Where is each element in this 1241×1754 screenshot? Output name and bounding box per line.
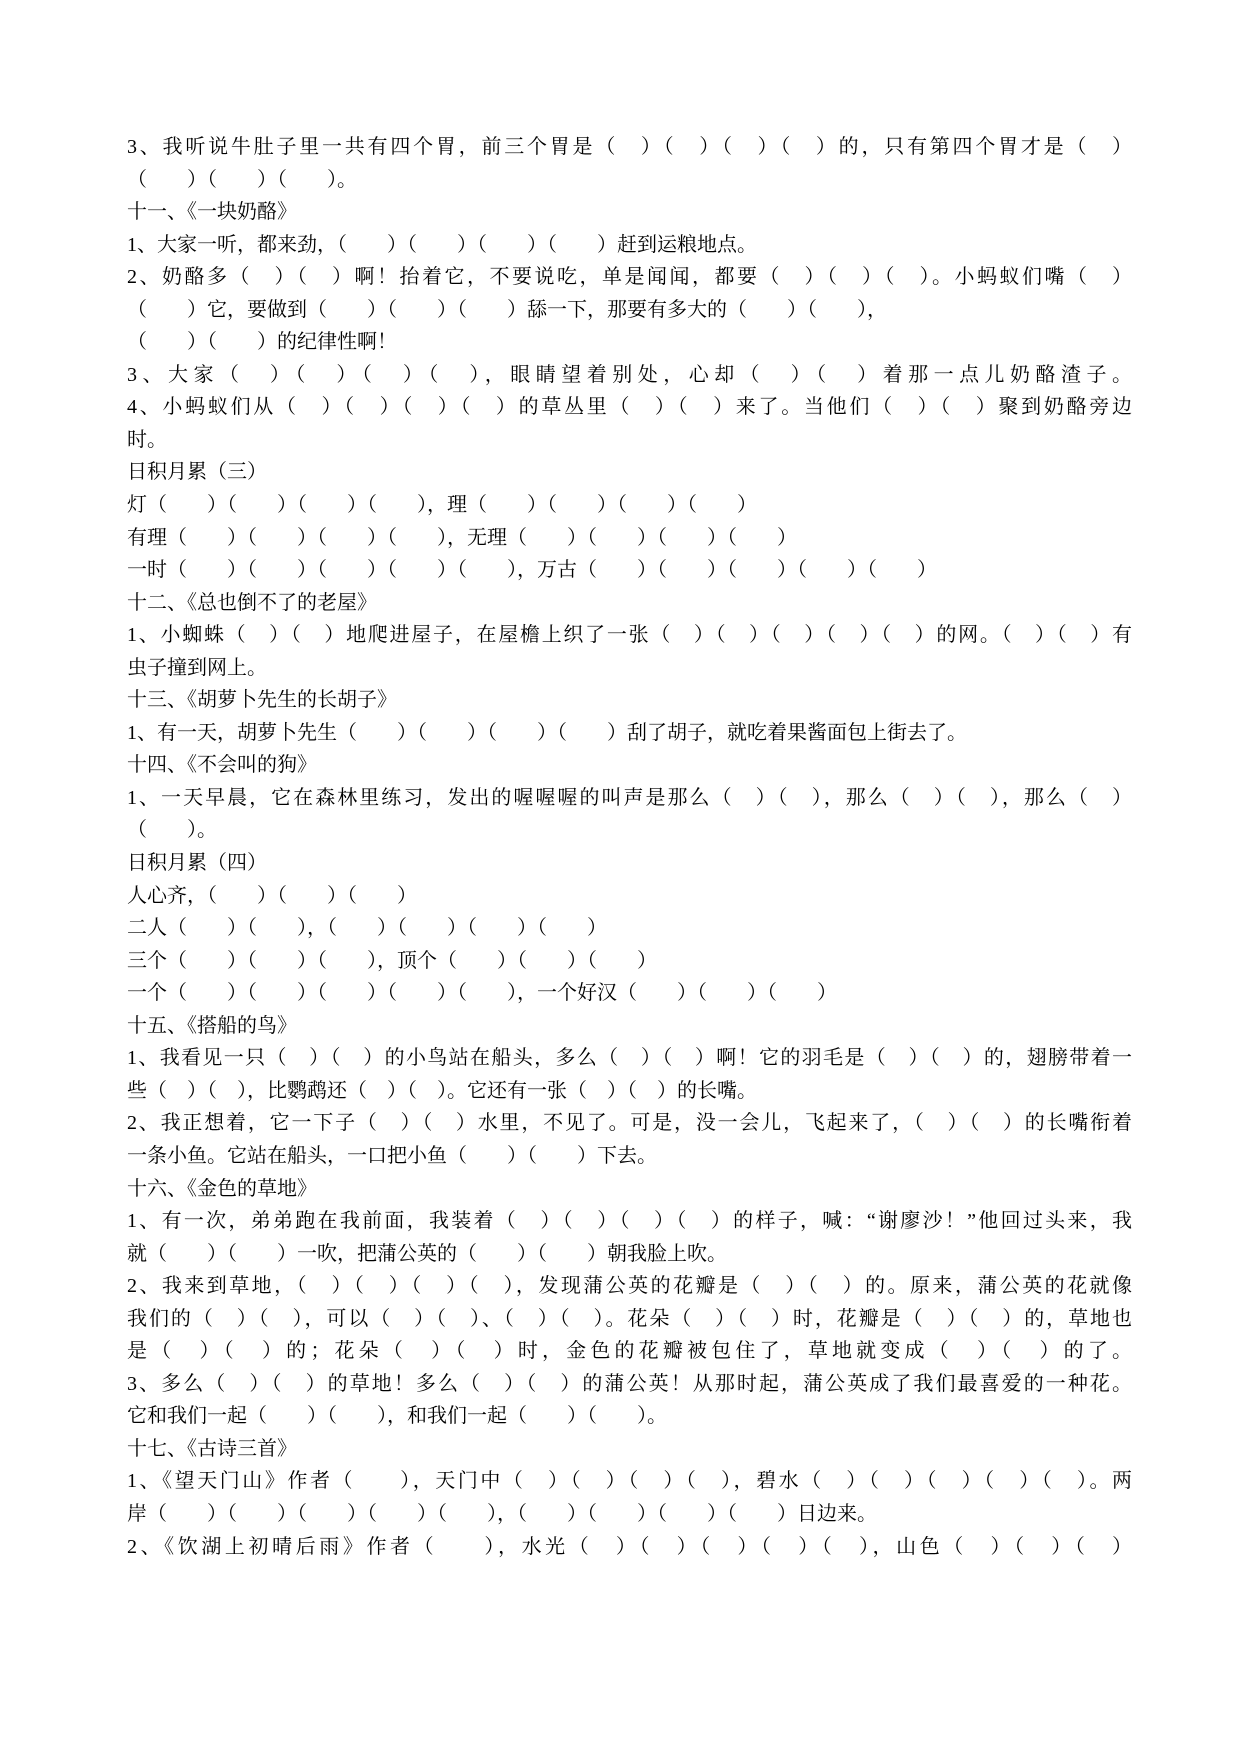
body-line: 灯（ ）（ ）（ ）（ ），理（ ）（ ）（ ）（ ） <box>127 494 757 517</box>
body-line: 1、有一次，弟弟跑在我前面，我装着（ ）（ ）（ ）（ ）的样子，喊：“谢廖沙！”他回过头来，我 <box>127 1210 1132 1233</box>
body-line: 1、一天早晨，它在森林里练习，发出的喔喔喔的叫声是那么（ ）（ ），那么（ ）（ ），那么（ ） <box>127 786 1132 809</box>
section-heading: 十六、《金色的草地》 <box>127 1177 317 1200</box>
body-line: 1、我看见一只（ ）（ ）的小鸟站在船头，多么（ ）（ ）啊！它的羽毛是（ ）（ ）的，翅膀带着一 <box>127 1047 1132 1070</box>
body-line: （ ）它，要做到（ ）（ ）（ ）舔一下，那要有多大的（ ）（ ）， <box>127 298 887 321</box>
body-line: 4、小蚂蚁们从（ ）（ ）（ ）（ ）的草丛里（ ）（ ）来了。当他们（ ）（ ）聚到奶酪旁边 <box>127 396 1132 419</box>
section-heading: 十七、《古诗三首》 <box>127 1437 297 1460</box>
body-line: 3、我听说牛肚子里一共有四个胃，前三个胃是（ ）（ ）（ ）（ ）的，只有第四个胃才是（ ） <box>127 136 1132 158</box>
body-line: 虫子撞到网上。 <box>127 656 267 679</box>
body-line: 3、多么（ ）（ ）的草地！多么（ ）（ ）的蒲公英！从那时起，蒲公英成了我们最喜爱的一种花。 <box>127 1372 1132 1395</box>
body-line: 有理（ ）（ ）（ ）（ ），无理（ ）（ ）（ ）（ ） <box>127 526 797 549</box>
body-line: 是（ ）（ ）的；花朵（ ）（ ）时，金色的花瓣被包住了，草地就变成（ ）（ ）的了。 <box>127 1340 1132 1363</box>
document-body <box>127 131 1132 1563</box>
body-line: 它和我们一起（ ）（ ），和我们一起（ ）（ ）。 <box>127 1405 667 1428</box>
body-line: （ ）（ ）（ ）。 <box>127 168 357 191</box>
section-heading: 日积月累（三） <box>127 461 267 484</box>
body-line: 1、大家一听，都来劲，（ ）（ ）（ ）（ ）赶到运粮地点。 <box>127 233 757 256</box>
section-heading: 十三、《胡萝卜先生的长胡子》 <box>127 689 397 712</box>
body-line: 人心齐，（ ）（ ）（ ） <box>127 884 417 907</box>
section-heading: 十四、《不会叫的狗》 <box>127 754 317 777</box>
body-line: 时。 <box>127 428 167 451</box>
body-line: 2、奶酪多（ ）（ ）啊！抬着它，不要说吃，单是闻闻，都要（ ）（ ）（ ）。小蚂蚁们嘴（ ） <box>127 266 1132 289</box>
section-heading: 十一、《一块奶酪》 <box>127 201 297 224</box>
body-line: 我们的（ ）（ ），可以（ ）（ ）、（ ）（ ）。花朵（ ）（ ）时，花瓣是（ ）（ ）的，草地也 <box>127 1307 1132 1330</box>
body-line: （ ）（ ）的纪律性啊！ <box>127 331 397 354</box>
body-line: 2、我正想着，它一下子（ ）（ ）水里，不见了。可是，没一会儿，飞起来了，（ ）（ ）的长嘴衔着 <box>127 1112 1132 1135</box>
body-line: 二人（ ）（ ），（ ）（ ）（ ）（ ） <box>127 917 607 940</box>
body-line: 一时（ ）（ ）（ ）（ ）（ ），万古（ ）（ ）（ ）（ ）（ ） <box>127 559 937 582</box>
body-line: 1、有一天，胡萝卜先生（ ）（ ）（ ）（ ）刮了胡子，就吃着果酱面包上街去了。 <box>127 721 967 744</box>
body-line: 1、小蜘蛛（ ）（ ）地爬进屋子，在屋檐上织了一张（ ）（ ）（ ）（ ）（ ）的网。（ ）（ ）有 <box>127 624 1132 647</box>
body-line: （ ）。 <box>127 819 217 842</box>
section-heading: 十五、《搭船的鸟》 <box>127 1014 297 1037</box>
body-line: 1、《望天门山》作者（ ），天门中（ ）（ ）（ ）（ ），碧水（ ）（ ）（ ）（ ）（ ）。两 <box>127 1470 1132 1493</box>
body-line: 岸（ ）（ ）（ ）（ ）（ ），（ ）（ ）（ ）（ ）日边来。 <box>127 1502 877 1525</box>
body-line: 些（ ）（ ），比鹦鹉还（ ）（ ）。它还有一张（ ）（ ）的长嘴。 <box>127 1079 757 1102</box>
body-line: 2、我来到草地，（ ）（ ）（ ）（ ），发现蒲公英的花瓣是（ ）（ ）的。原来，蒲公英的花就像 <box>127 1275 1132 1298</box>
section-heading: 日积月累（四） <box>127 852 267 875</box>
section-heading: 十二、《总也倒不了的老屋》 <box>127 591 377 614</box>
body-line: 3、大家（ ）（ ）（ ）（ ），眼睛望着别处，心却（ ）（ ）着那一点儿奶酪渣子。 <box>127 363 1132 386</box>
body-line: 一条小鱼。它站在船头，一口把小鱼（ ）（ ）下去。 <box>127 1144 657 1167</box>
body-line: 就（ ）（ ）一吹，把蒲公英的（ ）（ ）朝我脸上吹。 <box>127 1242 727 1265</box>
body-line: 一个（ ）（ ）（ ）（ ）（ ），一个好汉（ ）（ ）（ ） <box>127 982 837 1005</box>
body-line: 2、《饮湖上初晴后雨》作者（ ），水光（ ）（ ）（ ）（ ）（ ），山色（ ）（ ）（ ） <box>127 1535 1132 1558</box>
body-line: 三个（ ）（ ）（ ），顶个（ ）（ ）（ ） <box>127 949 657 972</box>
